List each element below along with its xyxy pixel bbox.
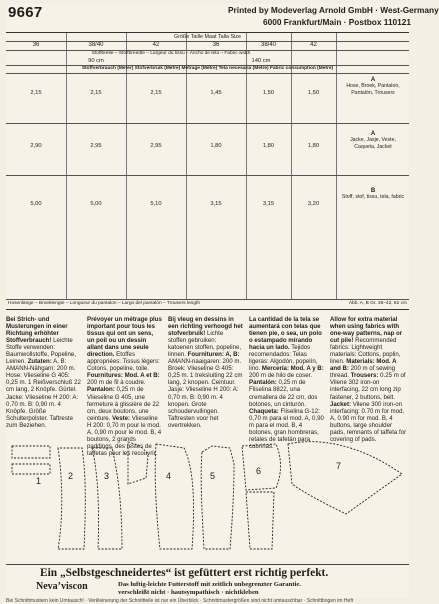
- size-42-left: 42: [152, 42, 160, 48]
- size-38-40-left: 38/40: [88, 42, 104, 48]
- piece-label-3: 3: [104, 471, 110, 481]
- size-header: Größe Taille Maat Talla Size: [174, 34, 241, 40]
- trousers-length-label: Hosenlänge – Broeklengte – Longueur du pantalon – Largo del pantalón – Trousers length: [8, 301, 201, 306]
- table-cell: 1,50: [307, 90, 320, 96]
- piece-4a-shape: [128, 442, 148, 484]
- size-36-left: 36: [32, 42, 40, 48]
- table-cell: 1,80: [262, 143, 275, 149]
- table-rule: [6, 175, 409, 176]
- column-spanish: La cantidad de la tela se aumentará con telas que tienen pie, o sea, un polo o estampado mirando hacia un lado. Tejidos recomendados: Telas ligeras: Algodón, popelín, lino. Mercería: Mod. A y B: 200 m de hilo de coser. Pantalón: 0,25 m de Fliselina 8822, una cremallera de 22 cm, dos botones, un cinturón. Chaqueta: Fliselina G-12: 0,70 m para el mod. A, 0,90 m para el mod. B, 4 botones, gran hombreras, retales de tafetán para cubrirlas.: [249, 316, 324, 450]
- piece-6-shape: [246, 492, 274, 549]
- piece-4-shape: [155, 444, 193, 549]
- publisher-line-2: 6000 Frankfurt/Main · Postbox 110121: [263, 17, 412, 27]
- instruction-columns: [6, 308, 409, 457]
- piece-5-shape: [201, 446, 234, 549]
- piece-2-shape: [58, 448, 85, 549]
- piece-6a-shape: [242, 444, 281, 490]
- table-cell: 5,00: [30, 201, 42, 207]
- column-german: Bei Strich- und Musterungen in einer Richtung erhöhter Stoffverbrauch! Leichte Stoffe verwenden: Baumwollstoffe, Popeline, Leinen. Zutaten: A, B: AMANN-Nähgarn: 200 m. Hose: Vlieseline G 405: 0,25 m. 1 Reißverschluß 22 cm lang, 2 Knöpfe. Gürtel. Jacke: Vlieseline H 200: A: 0,70 m. B: 0,90 m. 4 Knöpfe. Größe Schulterpolster. Taftreste zum Beziehen.: [6, 316, 81, 429]
- fabric-consumption-label: Stoffverbrauch (Meter) Stofverbruik (Metre) Métrage (Metre) Tela necesaria (Metre) Fabric consumption (Metre): [81, 66, 334, 71]
- table-cell: 1,45: [210, 90, 222, 96]
- size-38-40-right: 38/40: [260, 42, 276, 48]
- piece-1b-shape: [12, 464, 50, 474]
- row-letter: A: [370, 131, 376, 137]
- pattern-pieces-svg: [6, 434, 409, 564]
- table-cell: 3,15: [262, 201, 275, 207]
- piece-label-4: 4: [166, 471, 172, 481]
- publisher-line-1: Printed by Modeverlag Arnold GmbH · West-Germany: [228, 5, 439, 15]
- piece-7-shape: [288, 442, 402, 514]
- row-label-jacket: [339, 131, 407, 150]
- lining-advertisement: [6, 564, 409, 599]
- ad-copy-line-1: Das luftig-leichte Futterstoff mit zeitlich unbegrenzter Garantie.: [118, 581, 302, 588]
- sheet-header: [6, 4, 439, 32]
- table-cell: 2,95: [90, 143, 102, 149]
- fabric-width-label: Stoffbreite – Stoffbreedte – Largeur du tissu – Ancho de tela – Fabric width: [91, 51, 251, 56]
- pattern-pieces-diagram: [6, 434, 409, 564]
- table-cell: 1,80: [307, 143, 320, 149]
- table-cell: 3,15: [210, 201, 222, 207]
- column-dutch: Bij vleug en dessins in een richting verhoogd het stofverbruik! Lichte stoffen gebruiken: katoenen stoffen, popeline, linnen. Fournituren: A, B: AMANN-naaigaren: 200 m. Broek: Vlieseline G 405: 0,25 m. 1 treksluiting 22 cm lang, 2 knopen. Ceintuur. Jasje: Vlieseline H 200: A: 0,70 m. B: 0,90 m. 4 knopen. Grote schoudervullingen. Taftresten voor het overtrekken.: [168, 316, 243, 429]
- piece-label-2: 2: [68, 471, 74, 481]
- pattern-sheet: [6, 4, 439, 604]
- size-36-right: 36: [212, 42, 220, 48]
- table-cell: 1,80: [210, 143, 222, 149]
- table-rule: [6, 73, 409, 74]
- piece-label-1: 1: [36, 476, 42, 486]
- fabric-table: [6, 32, 409, 310]
- fabric-width-140: 140 cm: [251, 58, 271, 64]
- column-french: Prévoyer un métrage plus important pour tous les tissus qui ont un sens, un poil ou un dessin allant dans une seule direction. Etoffes appropriées: Tissus légers: Cotons, popeline, toile. Fournitures: Mod. A et B: 200 m de fil à coudre. Pantalon: 0,25 m de Vlieseline G 405, une fermeture à glissière de 22 cm, deux boutons, une ceinture. Veste: Vlieseline H 200: 0,70 m pour le mod. A, 0,90 m pour le mod. B, 4 boutons, 2 grands paddings, des restes de taffetas pour les recouvrir.: [87, 316, 162, 457]
- size-42-right: 42: [310, 42, 317, 48]
- trousers-length-value: Abb. A, B Gr. 36–42, 82 cm: [348, 301, 407, 306]
- table-cell: 5,10: [150, 201, 162, 207]
- table-cell: 3,20: [307, 201, 320, 207]
- piece-label-6: 6: [256, 466, 262, 476]
- ad-copy: [118, 581, 301, 597]
- table-rule: [6, 123, 409, 124]
- ad-copy-line-2: verschleißt nicht · hautsympathisch · nichtkleben: [118, 589, 259, 596]
- table-cell: 2,15: [150, 90, 162, 96]
- table-cell: 1,50: [262, 90, 275, 96]
- table-cell: 5,00: [90, 201, 102, 207]
- table-cell: 2,90: [30, 143, 42, 149]
- table-cell: 2,95: [150, 143, 162, 149]
- row-letter: B: [370, 188, 376, 194]
- pattern-number: 9667: [8, 4, 43, 21]
- row-label-fabric: [339, 188, 407, 201]
- row-label-trousers: [339, 77, 407, 96]
- footer-note: Bei Schnittmustern kein Umtausch! · Verkleinerung der Schnittteile ist nur ein Überblick · Schnittmustergrößen sind nicht umtauschbar · Schnittbogen im Heft: [6, 598, 354, 604]
- table-cell: 2,15: [90, 90, 102, 96]
- row-label-text: Hose, Broek, Pantalon, Pantalón, Trousers: [346, 83, 400, 96]
- fabric-width-90: 90 cm: [88, 58, 104, 64]
- ad-brand-logo: Neva’viscon: [36, 581, 88, 592]
- row-letter: A: [370, 77, 376, 83]
- table-cell: 2,15: [30, 90, 42, 96]
- column-english: Allow for extra material when using fabrics with one-way patterns, nap or cut pile! Recommended fabrics: Lightweight materials: Cottons, poplin, linen. Materials: Mod. A and B: 200 m of sewing thread. Trousers: 0.25 m of Vilene 302 iron-on interfacing, 22 cm long zip fastener, 2 buttons, belt. Jacket: Vilene 300 iron-on interfacing: 0.70 m for mod. A, 0.90 m for mod. B, 4 buttons, large shoulder pads, remnants of taffeta for covering of pads.: [330, 316, 407, 443]
- piece-1-shape: [12, 446, 50, 458]
- piece-label-5: 5: [210, 471, 216, 481]
- row-label-text: Jacke, Jasje, Veste, Caqueta, Jacket: [350, 137, 396, 150]
- row-label-text: Stoff, stof, tissu, tela, fabric: [341, 194, 405, 201]
- piece-3-shape: [92, 448, 122, 549]
- piece-label-7: 7: [336, 461, 342, 471]
- table-rule: [6, 299, 409, 300]
- ad-headline: Ein „Selbstgeschneidertes“ ist gefüttert erst richtig perfekt.: [40, 567, 329, 579]
